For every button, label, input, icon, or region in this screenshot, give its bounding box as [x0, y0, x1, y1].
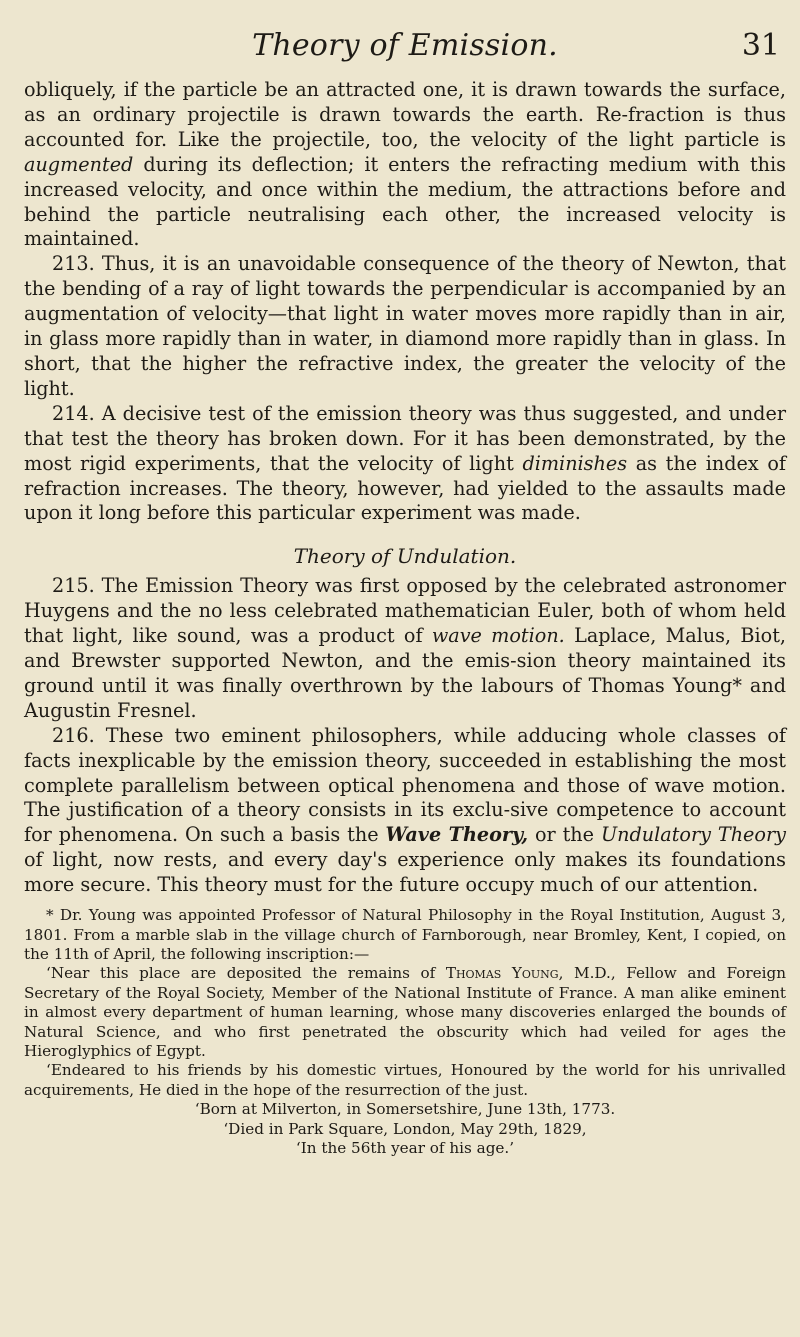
- footnote-born: ‘Born at Milverton, in Somersetshire, June 13th, 1773.: [194, 1100, 616, 1119]
- footnote-inscription-1: [24, 964, 786, 1061]
- emphasis-diminishes: diminishes: [522, 451, 628, 475]
- emphasis-wave-theory: Wave Theory,: [385, 823, 529, 847]
- paragraph-215: [24, 574, 786, 723]
- text-run: 216. These two eminent philosophers, while adducing whole classes of facts inexplicable by the emission theory, succeeded in establishing the most complete parallelism between optical phenomena and those of wave motion. The justification of a theory consists in its exclu-sive competence to account for phenomena. On such a basis the: [24, 723, 786, 847]
- paragraph-continuation: [24, 78, 786, 252]
- page-number: 31: [741, 28, 780, 63]
- footnote: [24, 906, 786, 1158]
- emphasis-augmented: augmented: [24, 152, 134, 176]
- text-run: M.D., Fellow and Foreign Secretary of the Royal Society, Member of the National Institute of France. A man alike eminent in almost every department of human learning, whose many discoveries enlarged the bounds of Natural Science, and who first penetrated the obscurity which had veiled for ages the Hieroglyphics of Egypt.: [24, 964, 786, 1060]
- text-run: ‘Near this place are deposited the remains of: [46, 964, 446, 983]
- text-run: 215. The Emission Theory was first opposed by the celebrated astronomer Huygens and the no less celebrated mathematician Euler, both of whom held that light, like sound, was a product of: [24, 574, 786, 648]
- text-run: during its deflection; it enters the refracting medium with this increased velocity, and once within the medium, the attractions before and behind the particle neutralising each other, the increased velocity is maintained.: [24, 152, 786, 251]
- emphasis-undulatory-theory: Undulatory Theory: [600, 823, 786, 847]
- running-title: Theory of Emission.: [252, 28, 558, 63]
- paragraph-213: 213. Thus, it is an unavoidable consequence of the theory of Newton, that the bending of a ray of light towards the perpendicular is accompanied by an augmentation of velocity—that light in water moves more rapidly than in air, in glass more rapidly than in water, in diamond more rapidly than in glass. In short, that the higher the refractive index, the greater the velocity of the light.: [24, 252, 786, 400]
- text-run: obliquely, if the particle be an attracted one, it is drawn towards the surface, as an ordinary projectile is drawn towards the earth. Re-fraction is thus accounted for. Like the projectile, too, the velocity of the light particle is: [24, 78, 786, 151]
- text-run: or the: [528, 823, 601, 847]
- paragraph-216: [24, 724, 786, 898]
- inscription-name: Thomas Young,: [445, 964, 564, 983]
- running-head: [24, 0, 786, 78]
- footnote-died: ‘Died in Park Square, London, May 29th, 1829,: [223, 1119, 587, 1138]
- text-run: Laplace, Malus, Biot, and Brewster supported Newton, and the emis-sion theory maintained its ground until it was finally overthrown by the labours of Thomas Young* and Augustin Fresnel.: [24, 624, 786, 722]
- section-heading: Theory of Undulation.: [293, 544, 517, 569]
- text-run: 214. A decisive test of the emission theory was thus suggested, and under that test the theory has broken down. For it has been demonstrated, by the most rigid experiments, that the velocity of light: [24, 401, 786, 475]
- emphasis-wave-motion: wave motion.: [431, 624, 565, 648]
- footnote-age: ‘In the 56th year of his age.’: [295, 1138, 515, 1157]
- footnote-inscription-2: ‘Endeared to his friends by his domestic virtues, Honoured by the world for his unrivalled acquirements, He died in the hope of the resurrection of the just.: [24, 1061, 786, 1099]
- text-run: of light, now rests, and every day's experience only makes its foundations more secure. This theory must for the future occupy much of our attention.: [24, 848, 786, 897]
- text-run: as the index of refraction increases. The theory, however, had yielded to the assaults made upon it long before this particular experiment was made.: [24, 451, 787, 525]
- footnote-intro: * Dr. Young was appointed Professor of Natural Philosophy in the Royal Institution, August 3, 1801. From a marble slab in the village church of Farnborough, near Bromley, Kent, I copied, on the 11th of April, the following inscription:—: [24, 906, 786, 963]
- paragraph-214: [24, 402, 786, 527]
- main-text: [24, 78, 786, 898]
- book-page: [24, 0, 786, 1337]
